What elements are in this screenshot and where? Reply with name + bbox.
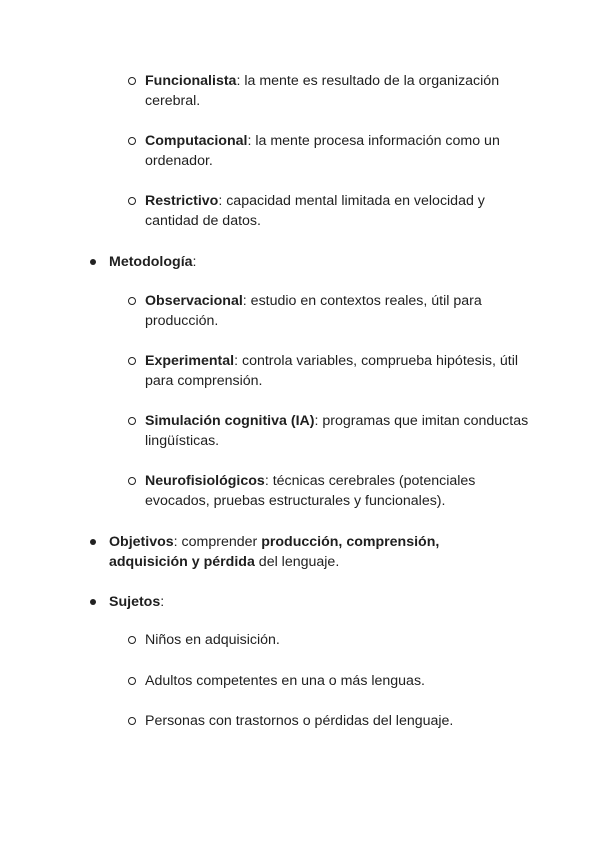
list-item (145, 411, 530, 451)
list-item (145, 671, 530, 691)
term: Experimental (145, 353, 235, 369)
description: : capacidad mental limitada en velocidad y cantidad de datos. (145, 193, 485, 229)
description: : controla variables, comprueba hipótesis, útil para comprensión. (145, 353, 519, 389)
heading-text: Objetivos (109, 534, 174, 550)
description: : programas que imitan conductas lingüísticas. (145, 413, 529, 449)
heading-colon: : (192, 254, 197, 270)
description: : estudio en contextos reales, útil para producción. (145, 293, 482, 329)
list-item (145, 471, 530, 511)
list-item (145, 131, 530, 171)
description: : la mente es resultado de la organización cerebral. (145, 73, 500, 109)
hollow-bullet-icon (128, 677, 136, 685)
term: Restrictivo (145, 193, 219, 209)
objetivos-bold: producción, comprensión, adquisición y pérdida (109, 534, 440, 570)
hollow-bullet-icon (128, 77, 136, 85)
hollow-bullet-icon (128, 357, 136, 365)
term: Simulación cognitiva (IA) (145, 413, 315, 429)
item-text: Adultos competentes en una o más lenguas. (145, 673, 425, 689)
heading-text: Sujetos (109, 594, 161, 610)
hollow-bullet-icon (128, 636, 136, 644)
term: Observacional (145, 293, 243, 309)
metodologia-heading (109, 252, 479, 272)
solid-bullet-icon (90, 259, 96, 265)
list-item (145, 711, 530, 731)
term: Computacional (145, 133, 248, 149)
list-item (145, 351, 530, 391)
objetivos-text-end: del lenguaje. (254, 554, 340, 570)
hollow-bullet-icon (128, 417, 136, 425)
objetivos-text: : comprender (173, 534, 262, 550)
description: : técnicas cerebrales (potenciales evocados, pruebas estructurales y funcionales). (145, 473, 476, 509)
list-item (145, 630, 530, 650)
list-item (145, 191, 530, 231)
objetivos-item (109, 532, 479, 572)
list-item (145, 291, 530, 331)
item-text: Niños en adquisición. (145, 632, 280, 648)
heading-text: Metodología (109, 254, 193, 270)
sujetos-heading (109, 592, 479, 612)
term: Funcionalista (145, 73, 237, 89)
description: : la mente procesa información como un ordenador. (145, 133, 500, 169)
heading-colon: : (160, 594, 165, 610)
hollow-bullet-icon (128, 197, 136, 205)
solid-bullet-icon (90, 539, 96, 545)
hollow-bullet-icon (128, 717, 136, 725)
list-item (145, 71, 530, 111)
solid-bullet-icon (90, 599, 96, 605)
term: Neurofisiológicos (145, 473, 265, 489)
hollow-bullet-icon (128, 137, 136, 145)
hollow-bullet-icon (128, 297, 136, 305)
item-text: Personas con trastornos o pérdidas del lenguaje. (145, 713, 454, 729)
hollow-bullet-icon (128, 477, 136, 485)
